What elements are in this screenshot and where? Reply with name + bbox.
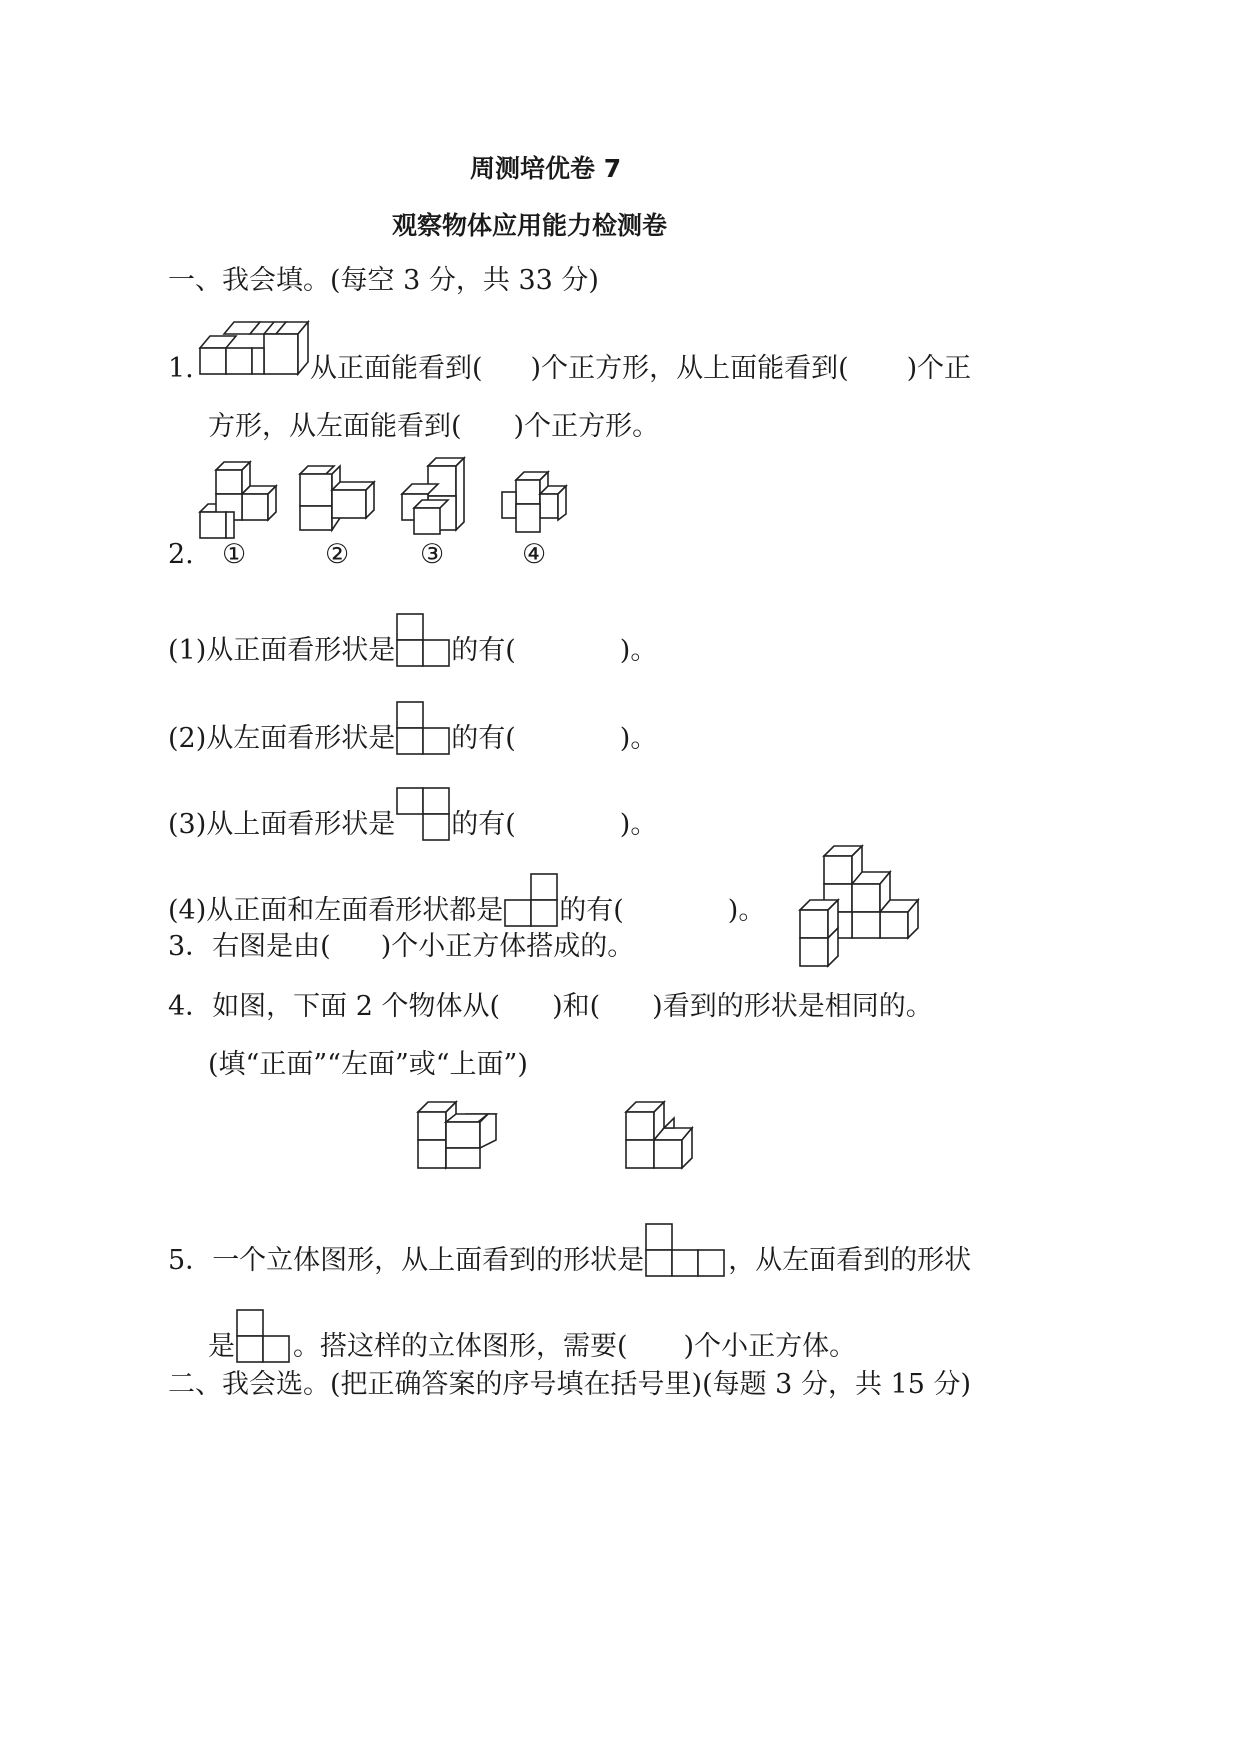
top-view-shape-3 [395, 786, 451, 842]
q2-sub3-end: )。 [619, 809, 658, 840]
q2-sub4-post: 的有( [559, 895, 624, 926]
q2-number: 2. [168, 539, 194, 570]
q4-hint: (填“正面”“左面”或“上面”) [208, 1049, 528, 1080]
q2-sub2-end: )。 [619, 723, 658, 754]
q1-text-a: 从正面能看到( [310, 353, 483, 384]
q4-object-2 [624, 1100, 694, 1172]
q4-number: 4． [168, 991, 213, 1022]
q3-text-a: 右图是由( [212, 931, 331, 962]
q2-figure-4 [500, 470, 570, 536]
q1-cube-figure [198, 318, 310, 376]
q2-label-2: ② [325, 539, 350, 570]
q1-text-c: )个正 [906, 353, 972, 384]
q4-text-c: )看到的形状是相同的。 [652, 991, 933, 1022]
q2-sub1-pre: (1)从正面看形状是 [168, 635, 396, 666]
q1-text-d: 方形，从左面能看到( [208, 411, 462, 442]
q5-top-view-shape [644, 1222, 728, 1278]
q5-text-e: )个小正方体。 [683, 1331, 857, 1362]
q3-text-b: )个小正方体搭成的。 [380, 931, 635, 962]
q2-label-4: ④ [522, 539, 547, 570]
q1-text-e: )个正方形。 [513, 411, 660, 442]
q2-figure-3 [400, 456, 470, 536]
q2-sub4 [168, 872, 765, 928]
q5-text-a: 一个立体图形，从上面看到的形状是 [212, 1245, 645, 1276]
q2-figure-1 [198, 460, 278, 540]
q2-sub1-post: 的有( [451, 635, 516, 666]
q2-sub2-pre: (2)从左面看形状是 [168, 723, 396, 754]
q2-label-3: ③ [420, 539, 445, 570]
q3-line [168, 930, 634, 964]
front-view-shape-1 [395, 612, 451, 668]
q2-figure-2 [298, 462, 378, 532]
q1-line-1 [310, 352, 971, 386]
q2-sub3-post: 的有( [451, 809, 516, 840]
q1-line-2 [208, 410, 659, 444]
q1-text-b: )个正方形，从上面能看到( [530, 353, 849, 384]
front-left-view-shape-4 [503, 872, 559, 928]
q3-number: 3． [168, 931, 213, 962]
q2-sub1-end: )。 [619, 635, 658, 666]
q1-number: 1. [168, 353, 194, 384]
q4-text-b: )和( [552, 991, 601, 1022]
section-2-heading: 二、我会选。(把正确答案的序号填在括号里)(每题 3 分，共 15 分) [168, 1369, 971, 1400]
page-title: 周测培优卷 7 [470, 154, 622, 183]
q2-sub2 [168, 700, 657, 756]
q5-text-d: 。搭这样的立体图形，需要( [293, 1331, 628, 1362]
q3-cube-stack-figure [798, 844, 922, 968]
left-view-shape-2 [395, 700, 451, 756]
q4-object-1 [416, 1100, 500, 1172]
page-subtitle: 观察物体应用能力检测卷 [392, 211, 668, 240]
q5-line-2 [208, 1308, 856, 1364]
q2-sub3 [168, 786, 657, 842]
q2-sub3-pre: (3)从上面看形状是 [168, 809, 396, 840]
q5-text-c: 是 [208, 1331, 235, 1362]
q2-sub1 [168, 612, 657, 668]
q4-line [168, 990, 933, 1024]
q5-line-1 [168, 1222, 971, 1278]
q2-sub2-post: 的有( [451, 723, 516, 754]
q5-text-b: ，从左面看到的形状 [728, 1245, 972, 1276]
q4-text-a: 如图，下面 2 个物体从( [212, 991, 501, 1022]
q2-sub4-end: )。 [727, 895, 766, 926]
q5-number: 5． [168, 1245, 213, 1276]
section-1-heading: 一、我会填。(每空 3 分，共 33 分) [168, 265, 599, 296]
q2-label-1: ① [222, 539, 247, 570]
q2-sub4-pre: (4)从正面和左面看形状都是 [168, 895, 504, 926]
q5-left-view-shape [235, 1308, 293, 1364]
